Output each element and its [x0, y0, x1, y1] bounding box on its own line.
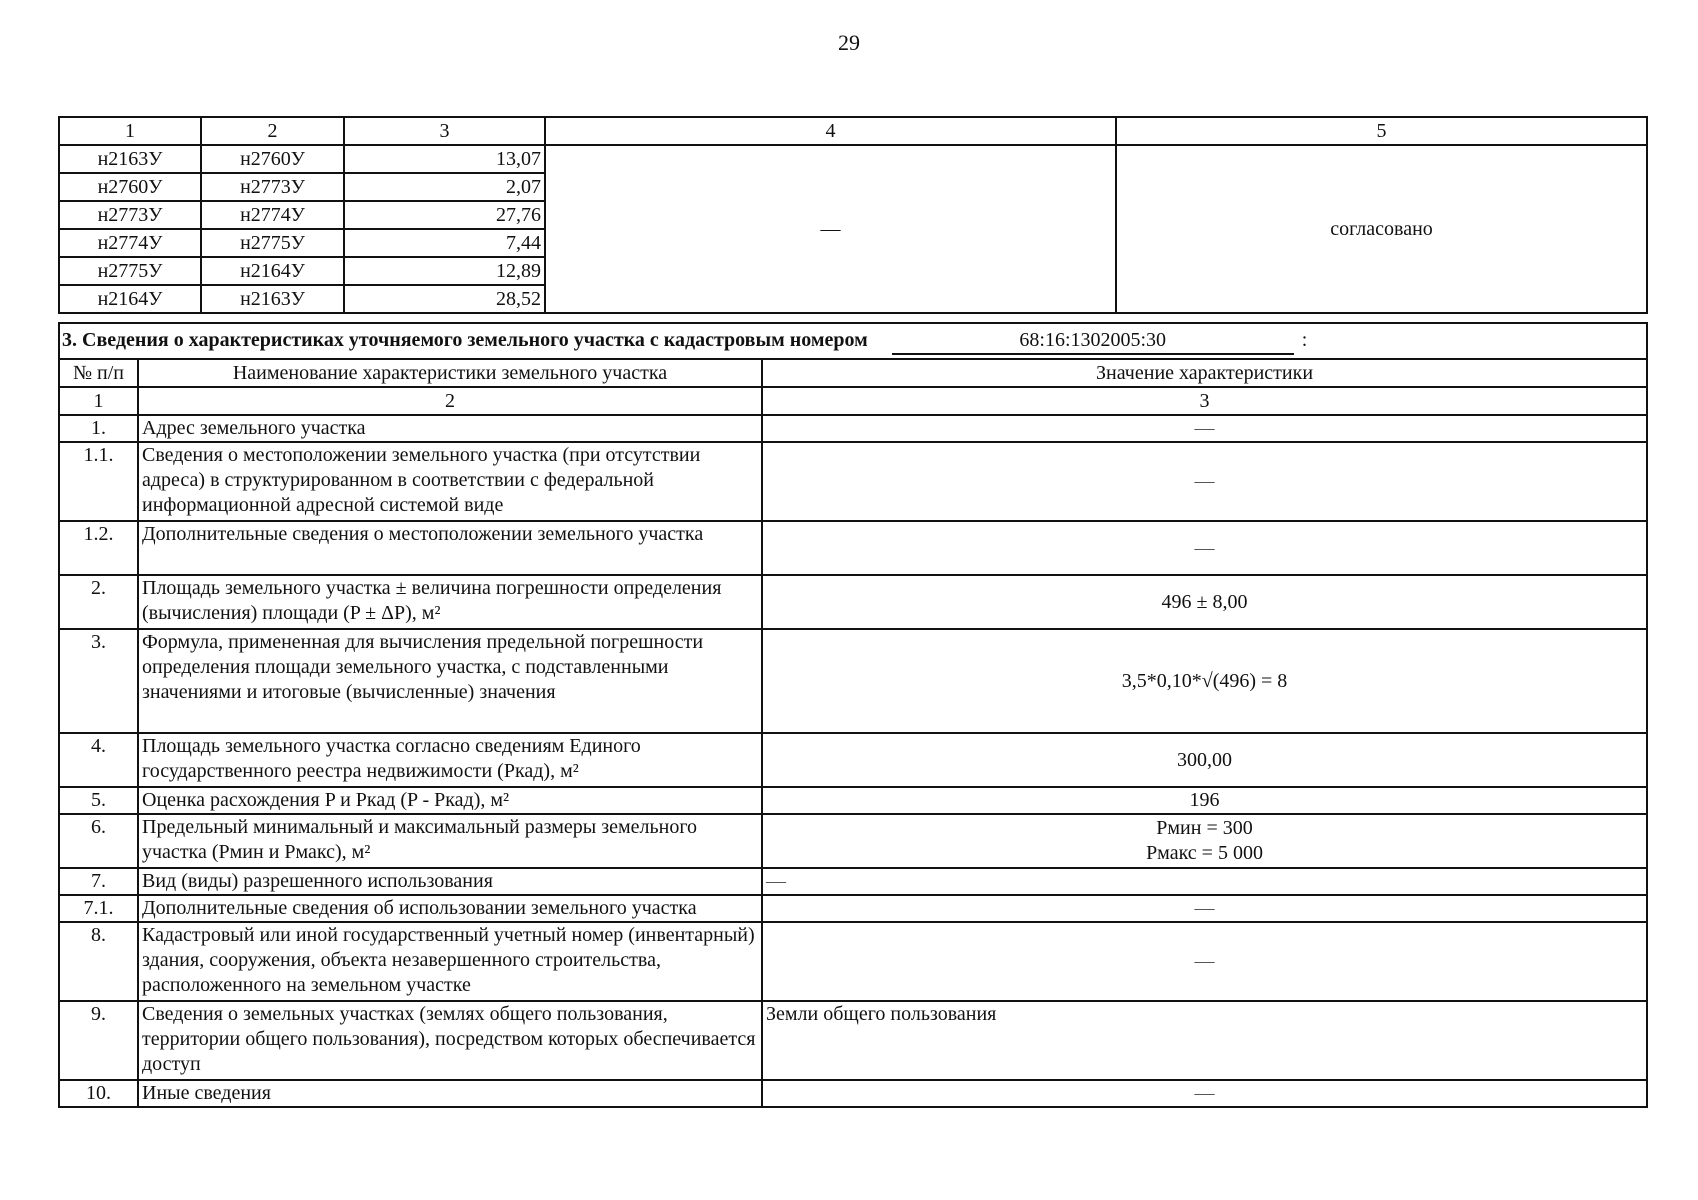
col-header: 5 — [1116, 117, 1647, 145]
table-header-row — [59, 117, 1647, 145]
segment-length: 12,89 — [344, 257, 545, 285]
row-number: 3. — [59, 629, 138, 733]
row-name: Кадастровый или иной государственный учетный номер (инвентарный) здания, сооружения, объекта незавершенного строительства, расположенного на земельном участке — [138, 922, 762, 1001]
point-to: н2774У — [201, 201, 344, 229]
table-row — [59, 814, 1647, 868]
table-row — [59, 415, 1647, 442]
agreement-status: согласовано — [1116, 145, 1647, 313]
point-to: н2164У — [201, 257, 344, 285]
section-title — [59, 323, 1647, 359]
col-header: 1 — [59, 117, 201, 145]
page-number: 29 — [838, 30, 860, 55]
row-value: 3,5*0,10*√(496) = 8 — [762, 629, 1647, 733]
segment-length: 2,07 — [344, 173, 545, 201]
row-number: 2. — [59, 575, 138, 629]
segment-length: 27,76 — [344, 201, 545, 229]
row-value: 496 ± 8,00 — [762, 575, 1647, 629]
row-name: Дополнительные сведения об использовании земельного участка — [138, 895, 762, 922]
table-row — [59, 442, 1647, 521]
point-from: н2773У — [59, 201, 201, 229]
row-value: — — [762, 415, 1647, 442]
row-value: Земли общего пользования — [762, 1001, 1647, 1080]
row-value: — — [762, 442, 1647, 521]
row-number: 7.1. — [59, 895, 138, 922]
point-from: н2774У — [59, 229, 201, 257]
table-row — [59, 733, 1647, 787]
row-name: Иные сведения — [138, 1080, 762, 1107]
row-number: 8. — [59, 922, 138, 1001]
section-title-colon: : — [1301, 329, 1308, 351]
row-value: — — [762, 1080, 1647, 1107]
boundary-segments-table — [58, 116, 1648, 314]
max-size-value: Pмакс = 5 000 — [1146, 842, 1263, 864]
point-from: н2164У — [59, 285, 201, 313]
row-name: Оценка расхождения P и Pкад (P - Pкад), м² — [138, 787, 762, 814]
section-title-row — [59, 323, 1647, 359]
row-name: Формула, примененная для вычисления предельной погрешности определения площади земельного участка, с подставленными значениями и итоговые (вычисленные) значения — [138, 629, 762, 733]
segment-length: 7,44 — [344, 229, 545, 257]
table-row — [59, 629, 1647, 733]
row-number: 1.2. — [59, 521, 138, 575]
row-number: 6. — [59, 814, 138, 868]
segment-length: 13,07 — [344, 145, 545, 173]
table-row — [59, 1080, 1647, 1107]
col4-value: — — [545, 145, 1116, 313]
min-size-value: Pмин = 300 — [1156, 817, 1253, 839]
row-name: Адрес земельного участка — [138, 415, 762, 442]
col-number: 2 — [138, 387, 762, 415]
row-number: 9. — [59, 1001, 138, 1080]
table-row — [59, 868, 1647, 895]
section-title-text: 3. Сведения о характеристиках уточняемого земельного участка с кадастровым номером — [62, 329, 868, 351]
table-row — [59, 575, 1647, 629]
point-from: н2775У — [59, 257, 201, 285]
point-from: н2760У — [59, 173, 201, 201]
point-to: н2163У — [201, 285, 344, 313]
row-value — [762, 814, 1647, 868]
row-number: 1. — [59, 415, 138, 442]
row-value: 196 — [762, 787, 1647, 814]
col-number: 3 — [762, 387, 1647, 415]
row-name: Площадь земельного участка согласно сведениям Единого государственного реестра недвижимости (Pкад), м² — [138, 733, 762, 787]
row-name: Предельный минимальный и максимальный размеры земельного участка (Pмин и Pмакс), м² — [138, 814, 762, 868]
table-row — [59, 1001, 1647, 1080]
col-header: 2 — [201, 117, 344, 145]
col-number: 1 — [59, 387, 138, 415]
col-header: 3 — [344, 117, 545, 145]
row-name: Сведения о земельных участках (землях общего пользования, территории общего пользования), посредством которых обеспечивается доступ — [138, 1001, 762, 1080]
row-number: 5. — [59, 787, 138, 814]
row-number: 10. — [59, 1080, 138, 1107]
col-header-number: № п/п — [59, 359, 138, 387]
row-name: Сведения о местоположении земельного участка (при отсутствии адреса) в структурированном в соответствии с федеральной информационной адресной системой виде — [138, 442, 762, 521]
land-plot-characteristics-table — [58, 322, 1648, 1108]
column-headers-row — [59, 359, 1647, 387]
segment-length: 28,52 — [344, 285, 545, 313]
col-header-name: Наименование характеристики земельного участка — [138, 359, 762, 387]
col-header-value: Значение характеристики — [762, 359, 1647, 387]
table-row — [59, 787, 1647, 814]
row-value: 300,00 — [762, 733, 1647, 787]
point-from: н2163У — [59, 145, 201, 173]
col-header: 4 — [545, 117, 1116, 145]
cadastral-number: 68:16:1302005:30 — [892, 327, 1294, 355]
point-to: н2775У — [201, 229, 344, 257]
row-number: 1.1. — [59, 442, 138, 521]
row-number: 7. — [59, 868, 138, 895]
table-row — [59, 145, 1647, 173]
point-to: н2760У — [201, 145, 344, 173]
row-name: Дополнительные сведения о местоположении земельного участка — [138, 521, 762, 575]
row-value: — — [762, 922, 1647, 1001]
table-row — [59, 521, 1647, 575]
row-number: 4. — [59, 733, 138, 787]
point-to: н2773У — [201, 173, 344, 201]
table-row — [59, 895, 1647, 922]
row-value: — — [762, 521, 1647, 575]
row-name: Вид (виды) разрешенного использования — [138, 868, 762, 895]
column-numbers-row — [59, 387, 1647, 415]
table-row — [59, 922, 1647, 1001]
row-name: Площадь земельного участка ± величина погрешности определения (вычисления) площади (P ± ΔP), м² — [138, 575, 762, 629]
row-value: — — [762, 868, 1647, 895]
row-value: — — [762, 895, 1647, 922]
